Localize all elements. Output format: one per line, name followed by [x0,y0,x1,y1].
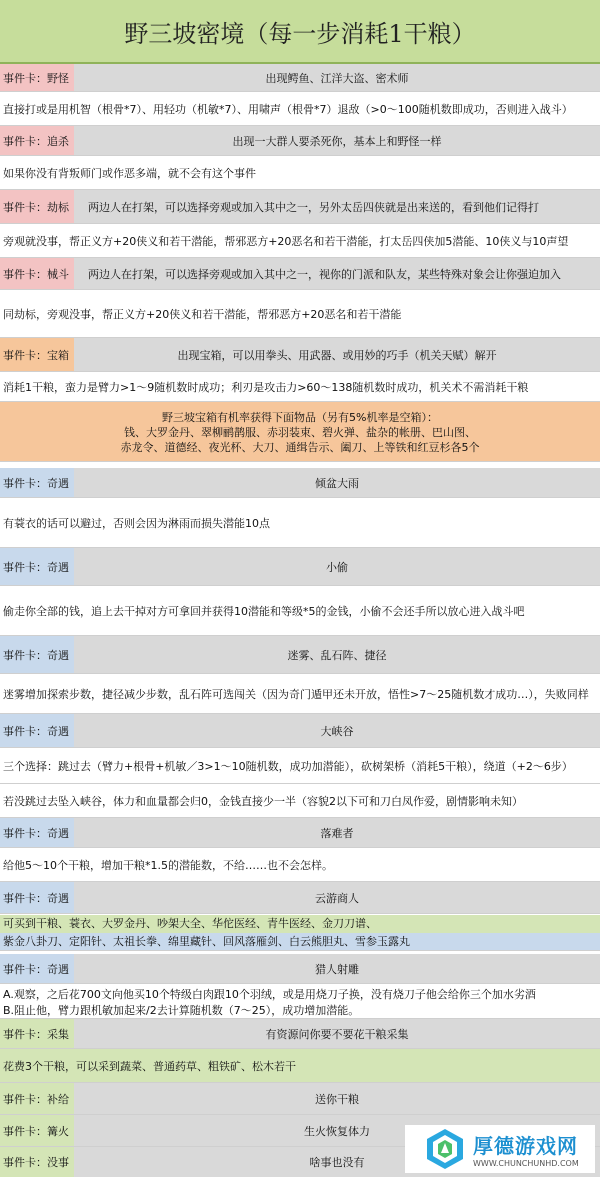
event-description: 出现一大群人要杀死你，基本上和野怪一样 [74,126,600,155]
event-description: 两边人在打架，可以选择旁观或加入其中之一，视你的门派和队友，某些特殊对象会让你强迫加入 [74,258,600,289]
event-description: 生火恢复体力 [74,1115,600,1146]
event-row [0,258,600,290]
event-card-label: 事件卡：奇遇 [0,548,74,585]
event-detail: 花费3个干粮，可以采到蔬菜、普通药草、粗铁矿、松木若干 [3,1059,296,1073]
page-title: 野三坡密境（每一步消耗1干粮） [0,0,600,64]
event-description: 猎人射雕 [74,954,600,983]
event-row [0,548,600,586]
event-card-label: 事件卡：奇遇 [0,636,74,673]
event-description: 有资源问你要不要花干粮采集 [74,1019,600,1048]
event-row [0,1019,600,1049]
event-row [0,714,600,748]
event-detail: 消耗1干粮，蛮力是臂力>1～9随机数时成功；利刃是攻击力>60～138随机数时成功，机关术不需消耗干粮 [3,380,529,394]
loot-line: 钱、大罗金丹、翠柳鹂鹊服、赤羽装束、碧火弹、盐杂的帐册、巴山图、 [124,426,476,439]
event-description: 小偷 [74,548,600,585]
detail-row [0,784,600,818]
event-card-label: 事件卡：奇遇 [0,882,74,913]
detail-row [0,372,600,402]
event-card-label: 事件卡：篝火 [0,1115,74,1146]
detail-row [0,586,600,636]
loot-line: 野三坡宝箱有机率获得下面物品（另有5%机率是空箱）： [162,411,438,424]
event-description: 倾盆大雨 [74,468,600,497]
event-row [0,1083,600,1115]
event-detail: 迷雾增加探索步数，捷径减少步数，乱石阵可选闯关（因为奇门遁甲还未开放，悟性>7～25随机数才成功…），失败同样 [3,687,589,701]
event-row [0,818,600,848]
logo-icon [423,1127,467,1171]
detail-row [0,92,600,126]
event-row [0,954,600,984]
event-card-label: 事件卡：补给 [0,1083,74,1114]
event-row [0,338,600,372]
event-card-label: 事件卡：追杀 [0,126,74,155]
detail-row [0,498,600,548]
event-description: 送你干粮 [74,1083,600,1114]
event-description: 落难者 [74,818,600,847]
event-detail: 旁观就没事，帮正义方+20侠义和若干潜能，帮邪恶方+20恶名和若干潜能，打太岳四侠加5潜能、10侠义与10声望 [3,234,569,248]
watermark-url: WWW.CHUNCHUNHD.COM [473,1159,579,1168]
event-card-label: 事件卡：没事 [0,1147,74,1177]
event-card-label: 事件卡：宝箱 [0,338,74,371]
event-row [0,126,600,156]
event-card-label: 事件卡：野怪 [0,64,74,91]
loot-line: 赤龙令、道德经、夜光杯、大刀、通缉告示、阖刀、上等铁和红豆杉各5个 [120,441,480,454]
event-card-label: 事件卡：奇遇 [0,468,74,497]
event-card-label: 事件卡：采集 [0,1019,74,1048]
event-row [0,468,600,498]
watermark-name: 厚德游戏网 [473,1134,578,1158]
event-row [0,882,600,914]
event-detail: 如果你没有背叛师门或作恶多端，就不会有这个事件 [3,166,256,180]
event-row [0,64,600,92]
event-description: 啥事也没有 [74,1147,600,1177]
event-detail: A.观察，之后花700文向他买10个特级白肉跟10个羽绒，或是用烧刀子换，没有烧刀子他会给你三个加水劣酒 [0,987,600,1003]
merchant-goods-line: 紫金八卦刀、定阳针、太祖长拳、绵里藏针、回风落雁剑、白云熊胆丸、雪参玉露丸 [0,933,600,951]
event-card-label: 事件卡：械斗 [0,258,74,289]
event-detail: 有蓑衣的话可以避过，否则会因为淋雨而损失潜能10点 [3,516,270,530]
detail-row [0,674,600,714]
merchant-goods-line: 可买到干粮、蓑衣、大罗金丹、吵架大全、华佗医经、青牛医经、金刀刀谱、 [0,915,600,933]
event-detail: 偷走你全部的钱，追上去干掉对方可拿回并获得10潜能和等级*5的金钱，小偷不会还手所以放心进入战斗吧 [3,604,525,618]
detail-row [0,1049,600,1083]
event-description: 云游商人 [74,882,600,913]
detail-row [0,224,600,258]
detail-row [0,290,600,338]
detail-row [0,156,600,190]
event-card-label: 事件卡：奇遇 [0,954,74,983]
event-detail: 若没跳过去坠入峡谷，体力和血量都会归0，金钱直接少一半（容貌2以下可和刀白凤作爱，剧情影响未知） [3,794,523,808]
detail-row [0,748,600,784]
event-detail: 直接打或是用机智（根骨*7）、用轻功（机敏*7）、用啸声（根骨*7）退敌（>0～100随机数即成功，否则进入战斗） [3,102,573,116]
event-detail: 给他5～10个干粮，增加干粮*1.5的潜能数，不给……也不会怎样。 [3,858,333,872]
event-detail: B.阻止他，臂力跟机敏加起来/2去计算随机数（7～25），成功增加潜能。 [0,1003,600,1019]
event-card-label: 事件卡：劫标 [0,190,74,223]
event-card-label: 事件卡：奇遇 [0,714,74,747]
event-description: 迷雾、乱石阵、捷径 [74,636,600,673]
event-description: 两边人在打架，可以选择旁观或加入其中之一，另外太岳四侠就是出来送的，看到他们记得打 [74,190,600,223]
event-description: 大峡谷 [74,714,600,747]
event-detail: 同劫标，旁观没事，帮正义方+20侠义和若干潜能，帮邪恶方+20恶名和若干潜能 [3,307,402,321]
event-row [0,636,600,674]
detail-row [0,848,600,882]
site-watermark [405,1125,595,1173]
event-description: 出现鳄鱼、江洋大盗、密术师 [74,64,600,91]
event-row [0,190,600,224]
event-description: 出现宝箱，可以用拳头、用武器、或用妙的巧手（机关天赋）解开 [74,338,600,371]
event-detail: 三个选择：跳过去（臂力+根骨+机敏／3>1～10随机数，成功加潜能），砍树架桥（消耗5干粮），绕道（+2～6步） [3,759,573,773]
event-card-label: 事件卡：奇遇 [0,818,74,847]
treasure-box-loot [0,402,600,462]
